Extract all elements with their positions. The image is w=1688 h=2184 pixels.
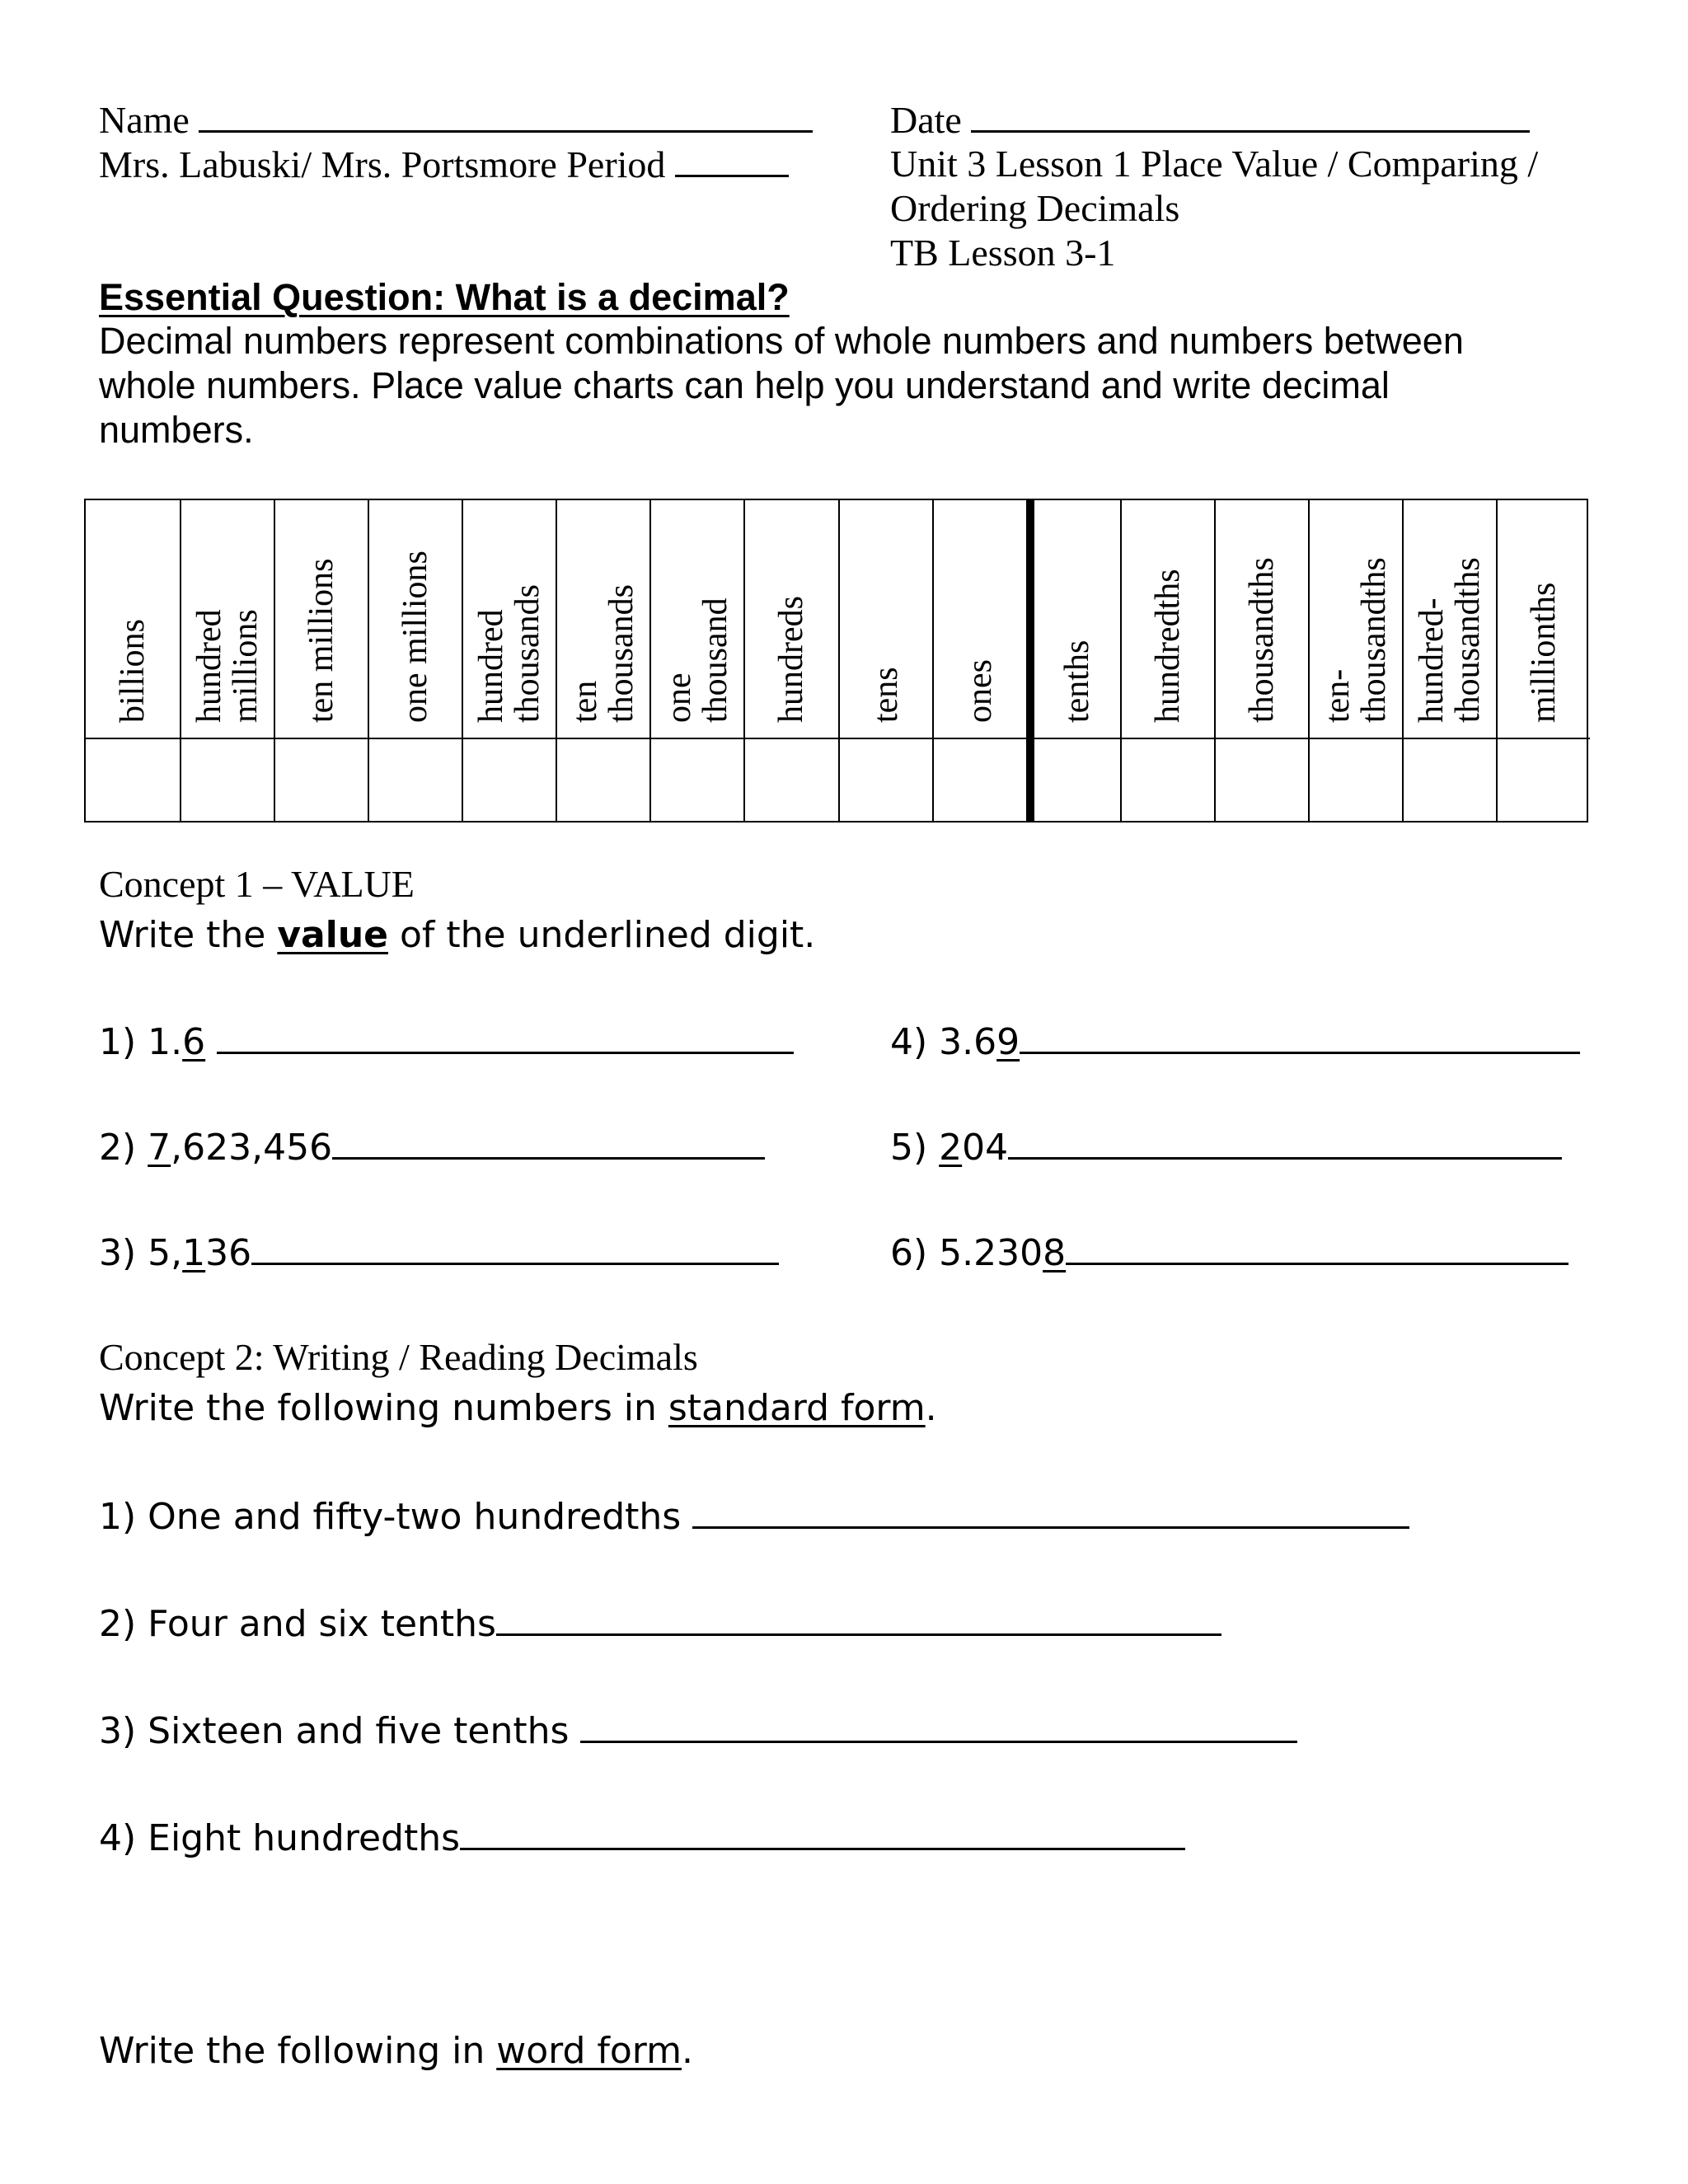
date-input[interactable]	[971, 97, 1530, 133]
value-question-6	[890, 1230, 1568, 1276]
concept1-instruction	[99, 913, 815, 958]
essential-question: Essential Question: What is a decimal?	[99, 276, 790, 318]
place-value-label: thousandths	[1242, 557, 1281, 723]
question-number: 2)	[99, 1127, 137, 1169]
instruction-text: .	[925, 1387, 937, 1429]
place-value-column	[368, 500, 462, 821]
essential-text-line3: numbers.	[99, 409, 254, 451]
instruction-text: Write the	[99, 914, 278, 956]
name-input[interactable]	[199, 97, 813, 133]
number-part: ,623,456	[171, 1127, 333, 1169]
place-value-cell[interactable]	[1404, 739, 1496, 821]
place-value-label: ten thousands	[566, 584, 641, 723]
period-input[interactable]	[675, 142, 789, 177]
answer-blank[interactable]	[580, 1708, 1297, 1743]
question-text: 4) Eight hundredths	[99, 1817, 461, 1859]
place-value-label: ten- thousandths	[1318, 557, 1393, 723]
answer-blank[interactable]	[1008, 1124, 1562, 1160]
place-value-cell[interactable]	[1216, 739, 1308, 821]
place-value-cell[interactable]	[369, 739, 462, 821]
place-value-column	[1214, 500, 1308, 821]
value-question-1	[99, 1019, 794, 1065]
place-value-header	[463, 500, 556, 739]
place-value-header	[1498, 500, 1590, 739]
place-value-cell[interactable]	[275, 739, 368, 821]
date-label: Date	[890, 99, 962, 141]
place-value-label: ones	[960, 659, 999, 723]
place-value-header	[1216, 500, 1308, 739]
place-value-cell[interactable]	[557, 739, 649, 821]
place-value-label: millionths	[1524, 582, 1563, 723]
place-value-column	[838, 500, 932, 821]
answer-blank[interactable]	[251, 1230, 779, 1265]
number-part: 36	[205, 1232, 252, 1274]
place-value-cell[interactable]	[745, 739, 837, 821]
essential-text-line2: whole numbers. Place value charts can help you understand and write decimal	[99, 364, 1390, 406]
place-value-column	[86, 500, 180, 821]
place-value-column	[932, 500, 1026, 821]
place-value-header	[369, 500, 462, 739]
answer-blank[interactable]	[460, 1815, 1185, 1850]
date-line	[890, 97, 1530, 143]
place-value-header	[86, 500, 180, 739]
place-value-cell[interactable]	[1034, 739, 1120, 821]
instruction-keyword: value	[277, 914, 388, 956]
lesson-reference: TB Lesson 3-1	[890, 232, 1116, 274]
answer-blank[interactable]	[496, 1601, 1221, 1636]
teacher-label: Mrs. Labuski/ Mrs. Portsmore Period	[99, 143, 666, 185]
place-value-column	[743, 500, 837, 821]
value-question-2	[99, 1124, 765, 1170]
place-value-cell[interactable]	[181, 739, 274, 821]
instruction-keyword: standard form	[668, 1387, 926, 1429]
answer-blank[interactable]	[332, 1124, 765, 1160]
place-value-header	[1310, 500, 1402, 739]
place-value-column	[274, 500, 368, 821]
question-number: 4)	[890, 1021, 928, 1063]
name-label: Name	[99, 99, 190, 141]
place-value-column	[462, 500, 556, 821]
place-value-column	[1026, 500, 1120, 821]
underlined-digit: 8	[1043, 1232, 1067, 1274]
place-value-cell[interactable]	[651, 739, 743, 821]
number-part: 5,	[148, 1232, 183, 1274]
place-value-header	[557, 500, 649, 739]
instruction-text: Write the following in	[99, 2030, 497, 2072]
question-text: 3) Sixteen and five tenths	[99, 1710, 570, 1752]
number-part: 04	[962, 1127, 1009, 1169]
place-value-cell[interactable]	[1122, 739, 1214, 821]
lesson-title-line1: Unit 3 Lesson 1 Place Value / Comparing /	[890, 143, 1539, 185]
underlined-digit: 6	[182, 1021, 206, 1063]
place-value-label: hundred millions	[190, 609, 265, 723]
instruction-keyword: word form	[496, 2030, 682, 2072]
place-value-label: hundred- thousandths	[1412, 557, 1487, 723]
standard-form-question-2	[99, 1601, 1221, 1647]
underlined-digit: 1	[182, 1232, 206, 1274]
name-line	[99, 97, 813, 143]
place-value-label: one thousand	[660, 598, 735, 723]
place-value-cell[interactable]	[86, 739, 180, 821]
answer-blank[interactable]	[692, 1493, 1409, 1529]
place-value-header	[651, 500, 743, 739]
standard-form-question-1	[99, 1493, 1409, 1540]
place-value-cell[interactable]	[840, 739, 932, 821]
place-value-header	[1404, 500, 1496, 739]
place-value-cell[interactable]	[1498, 739, 1590, 821]
place-value-header	[934, 500, 1026, 739]
place-value-label: hundreds	[772, 596, 811, 723]
place-value-header	[1034, 500, 1120, 739]
answer-blank[interactable]	[217, 1019, 794, 1054]
place-value-label: one millions	[396, 551, 435, 723]
standard-form-question-3	[99, 1708, 1297, 1754]
place-value-cell[interactable]	[463, 739, 556, 821]
number-part: 3.6	[939, 1021, 997, 1063]
place-value-column	[1308, 500, 1402, 821]
underlined-digit: 7	[148, 1127, 171, 1169]
value-question-3	[99, 1230, 779, 1276]
place-value-header	[1122, 500, 1214, 739]
place-value-header	[181, 500, 274, 739]
place-value-column	[180, 500, 274, 821]
concept2-instruction	[99, 1386, 937, 1431]
place-value-header	[745, 500, 837, 739]
instruction-text: .	[681, 2030, 693, 2072]
standard-form-question-4	[99, 1815, 1185, 1861]
number-part: 5.230	[939, 1232, 1043, 1274]
value-question-5	[890, 1124, 1562, 1170]
question-text: 1) One and fifty-two hundredths	[99, 1496, 682, 1538]
place-value-cell[interactable]	[934, 739, 1026, 821]
place-value-header	[275, 500, 368, 739]
value-question-4	[890, 1019, 1580, 1065]
underlined-digit: 9	[996, 1021, 1020, 1063]
place-value-column	[649, 500, 743, 821]
instruction-text: Write the following numbers in	[99, 1387, 668, 1429]
teacher-line	[99, 142, 789, 187]
instruction-text: of the underlined digit.	[387, 914, 816, 956]
place-value-column	[1120, 500, 1214, 821]
concept2-title: Concept 2: Writing / Reading Decimals	[99, 1336, 698, 1378]
number-part: 1.	[148, 1021, 183, 1063]
word-form-instruction	[99, 2029, 693, 2074]
underlined-digit: 2	[939, 1127, 963, 1169]
place-value-chart	[84, 499, 1588, 823]
place-value-cell[interactable]	[1310, 739, 1402, 821]
place-value-label: tens	[866, 667, 905, 723]
place-value-label: tenths	[1057, 640, 1096, 723]
place-value-header	[840, 500, 932, 739]
place-value-column	[556, 500, 649, 821]
place-value-label: ten millions	[302, 558, 341, 723]
answer-blank[interactable]	[1066, 1230, 1568, 1265]
place-value-column	[1402, 500, 1496, 821]
place-value-label: hundred thousands	[472, 584, 547, 723]
place-value-label: hundredths	[1148, 569, 1187, 723]
essential-text-line1: Decimal numbers represent combinations of whole numbers and numbers between	[99, 320, 1464, 362]
place-value-label: billions	[114, 618, 152, 723]
question-number: 6)	[890, 1232, 928, 1274]
lesson-title-line2: Ordering Decimals	[890, 187, 1180, 229]
question-number: 5)	[890, 1127, 928, 1169]
place-value-column	[1496, 500, 1590, 821]
question-text: 2) Four and six tenths	[99, 1603, 496, 1645]
question-number: 3)	[99, 1232, 137, 1274]
question-number: 1)	[99, 1021, 137, 1063]
answer-blank[interactable]	[1020, 1019, 1580, 1054]
concept1-title: Concept 1 – VALUE	[99, 863, 415, 905]
